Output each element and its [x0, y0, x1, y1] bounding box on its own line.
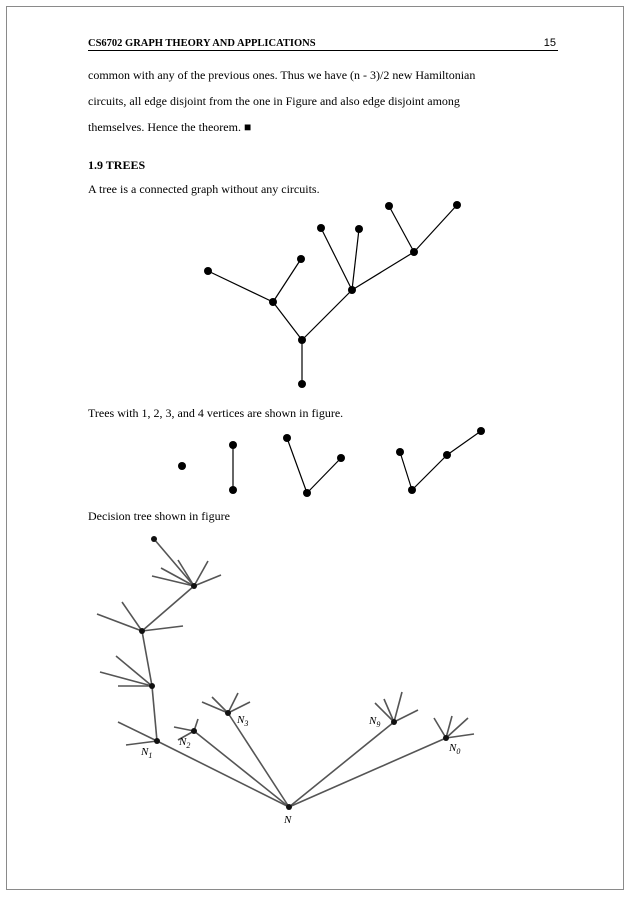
label-n: N — [284, 814, 292, 826]
label-n9: $N_9$ — [369, 715, 381, 729]
intro-line-3: themselves. Hence the theorem. ■ — [88, 120, 252, 134]
section-heading: 1.9 TREES — [88, 158, 146, 172]
label-n3: $N_3$ — [237, 714, 249, 728]
page-number: 15 — [543, 37, 556, 49]
small-trees-caption: Trees with 1, 2, 3, and 4 vertices are shown in figure. — [88, 406, 344, 420]
tree-definition: A tree is a connected graph without any circuits. — [88, 182, 320, 196]
label-n2: $N_2$ — [179, 736, 191, 750]
header-title: CS6702 GRAPH THEORY AND APPLICATIONS — [88, 38, 316, 49]
decision-tree-caption: Decision tree shown in figure — [88, 509, 230, 523]
intro-line-1: common with any of the previous ones. Thus we have (n - 3)/2 new Hamiltonian — [88, 68, 476, 82]
label-n1: $N_1$ — [141, 746, 153, 760]
label-n0: $N_0$ — [449, 742, 461, 756]
intro-line-2: circuits, all edge disjoint from the one in Figure and also edge disjoint among — [88, 94, 460, 108]
